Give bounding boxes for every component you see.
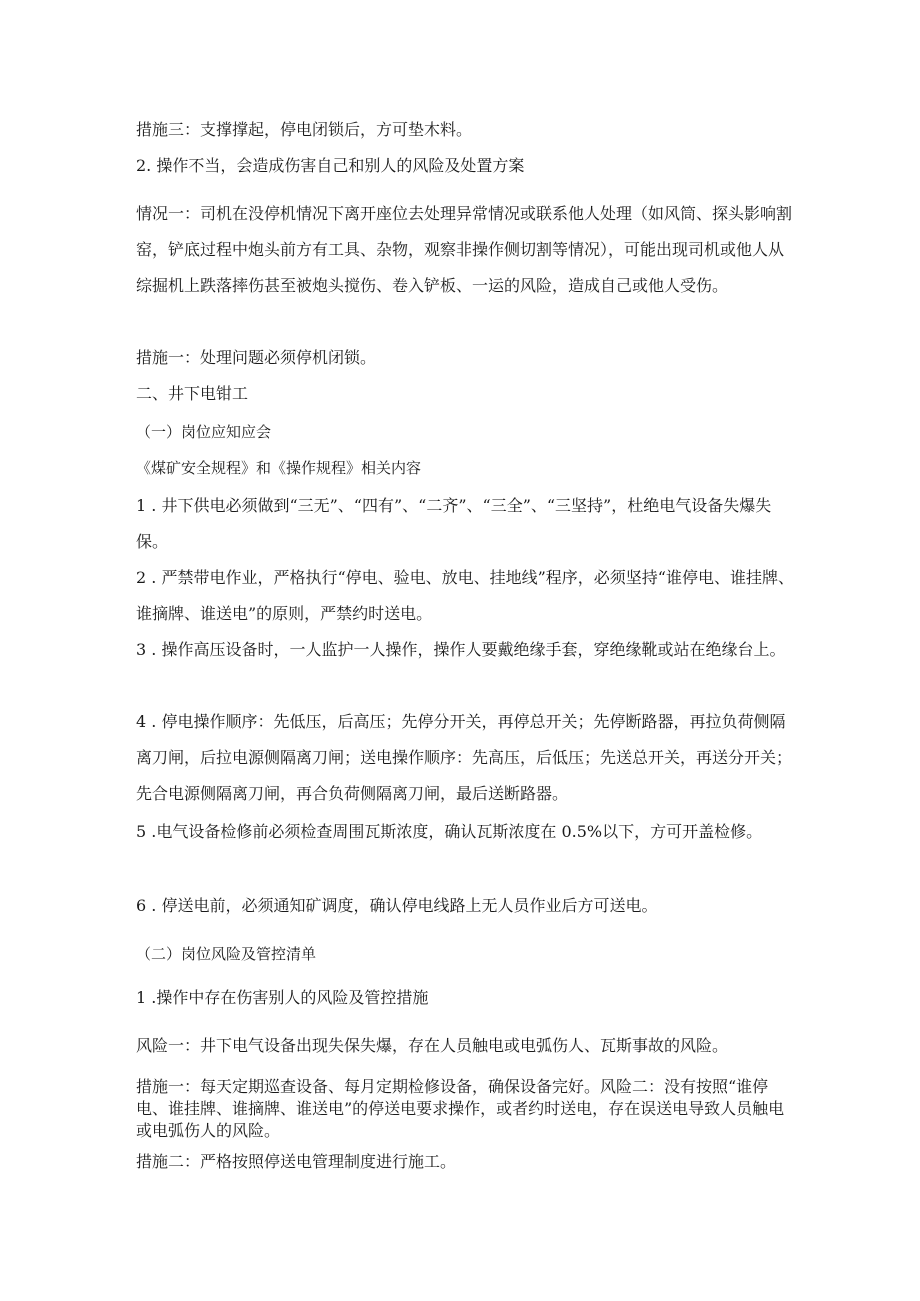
subsection-heading-knowledge: （一）岗位应知应会 bbox=[136, 423, 272, 441]
paragraph-measure-1: 措施一：处理问题必须停机闭锁。 bbox=[136, 348, 377, 367]
list-item-1: 1 . 井下供电必须做到“三无”、“四有”、“二齐”、“三全”、“三坚持”，杜绝电气设备失爆失保。 bbox=[136, 496, 772, 551]
paragraph-regulations: 《煤矿安全规程》和《操作规程》相关内容 bbox=[136, 459, 422, 477]
list-item-3: 3 . 操作高压设备时，一人监护一人操作，操作人要戴绝缘手套，穿绝缘靴或站在绝缘台上。 bbox=[136, 640, 786, 659]
list-item-2: 2 . 严禁带电作业，严格执行“停电、验电、放电、挂地线”程序，必须坚持“谁停电、谁挂牌、谁摘牌、谁送电”的原则，严禁约时送电。 bbox=[136, 568, 794, 623]
paragraph-measure-risk-2: 措施一：每天定期巡查设备、每月定期检修设备，确保设备完好。风险二：没有按照“谁停电、谁挂牌、谁摘牌、谁送电”的停送电要求操作，或者约时送电，存在误送电导致人员触电或电弧伤人的风险。 bbox=[136, 1077, 785, 1140]
subsection-heading-risk-list: （二）岗位风险及管控清单 bbox=[136, 945, 317, 963]
list-item-4: 4 . 停电操作顺序：先低压，后高压；先停分开关，再停总开关；先停断路器，再拉负荷侧隔离刀闸，后拉电源侧隔离刀闸；送电操作顺序：先高压，后低压；先送总开关，再送分开关；先合电源侧隔离刀闸，再合负荷侧隔离刀闸，最后送断路器。 bbox=[136, 712, 793, 803]
section-heading-electrician: 二、井下电钳工 bbox=[136, 384, 249, 403]
heading-operation-risk: 2. 操作不当，会造成伤害自己和别人的风险及处置方案 bbox=[136, 156, 525, 175]
list-item-6: 6 . 停送电前，必须通知矿调度，确认停电线路上无人员作业后方可送电。 bbox=[136, 896, 658, 915]
heading-risk-to-others: 1 .操作中存在伤害别人的风险及管控措施 bbox=[136, 988, 429, 1007]
paragraph-risk-1: 风险一：井下电气设备出现失保失爆，存在人员触电或电弧伤人、瓦斯事故的风险。 bbox=[136, 1036, 729, 1055]
paragraph-measure-2: 措施二：严格按照停送电管理制度进行施工。 bbox=[136, 1152, 457, 1171]
list-item-5: 5 .电气设备检修前必须检查周围瓦斯浓度，确认瓦斯浓度在 0.5%以下，方可开盖检修。 bbox=[136, 822, 763, 841]
paragraph-measure-3: 措施三：支撑撑起，停电闭锁后，方可垫木料。 bbox=[136, 120, 473, 139]
paragraph-situation-1: 情况一：司机在没停机情况下离开座位去处理异常情况或联系他人处理（如风筒、探头影响割窑，铲底过程中炮头前方有工具、杂物，观察非操作侧切割等情况），可能出现司机或他人从综掘机上跌落摔伤甚至被炮头搅伤、卷入铲板、一运的风险，造成自己或他人受伤。 bbox=[136, 204, 793, 295]
